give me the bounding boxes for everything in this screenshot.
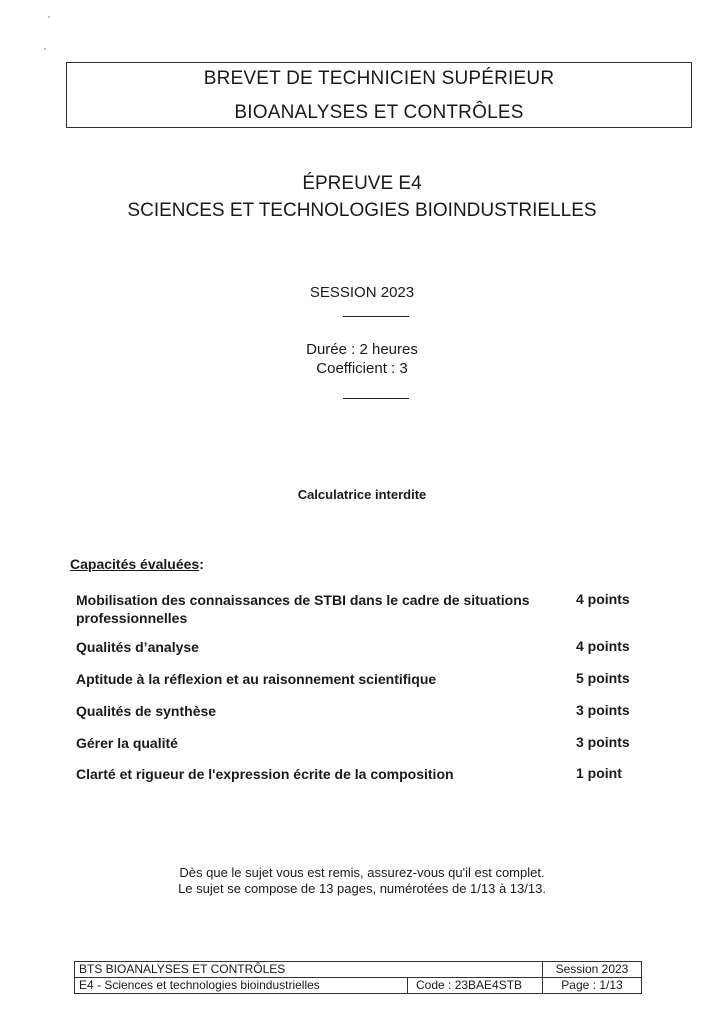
epreuve-title: SCIENCES ET TECHNOLOGIES BIOINDUSTRIELLES (127, 200, 597, 221)
scan-speck (48, 16, 50, 18)
completeness-notice: Dès que le sujet vous est remis, assurez-vous qu'il est complet. (179, 865, 545, 880)
capacite-label: Gérer la qualité (76, 735, 178, 751)
capacite-points: 3 points (576, 734, 630, 750)
scan-speck (44, 48, 46, 50)
footer-row (75, 978, 642, 994)
capacites-title (70, 556, 204, 572)
capacites-title-text: Capacités évaluées (70, 556, 200, 572)
epreuve-code: ÉPREUVE E4 (302, 173, 422, 194)
footer-page-number: Page : 1/13 (543, 978, 642, 994)
capacite-points: 5 points (576, 670, 630, 686)
header-title-bts: BREVET DE TECHNICIEN SUPÉRIEUR (203, 68, 555, 89)
capacite-points: 4 points (576, 638, 630, 654)
capacite-label: Aptitude à la réflexion et au raisonnement scientifique (76, 671, 437, 687)
capacite-points: 3 points (576, 702, 630, 718)
header-title-speciality: BIOANALYSES ET CONTRÔLES (234, 102, 524, 123)
duree-label: Durée : 2 heures (306, 341, 418, 358)
capacite-label: Clarté et rigueur de l'expression écrite de la composition (76, 766, 454, 782)
capacite-label: Qualités de synthèse (76, 703, 217, 719)
capacites-title-suffix: : (199, 556, 204, 572)
coefficient-label: Coefficient : 3 (316, 360, 408, 377)
capacite-label: Mobilisation des connaissances de STBI dans le cadre de situations professionnelles (76, 592, 530, 626)
footer-table (74, 961, 642, 994)
capacite-points: 1 point (576, 765, 622, 781)
footer-epreuve: E4 - Sciences et technologies bioindustrielles (75, 978, 408, 994)
divider-rule (343, 398, 409, 399)
footer-session: Session 2023 (543, 962, 642, 978)
capacite-points: 4 points (576, 591, 630, 607)
calculatrice-notice: Calculatrice interdite (297, 487, 427, 502)
footer-row (75, 962, 642, 978)
footer-code: Code : 23BAE4STB (408, 978, 543, 994)
session-label: SESSION 2023 (309, 284, 415, 301)
page-count-notice: Le sujet se compose de 13 pages, numérotées de 1/13 à 13/13. (178, 881, 546, 896)
footer-bts-name: BTS BIOANALYSES ET CONTRÔLES (75, 962, 543, 978)
capacite-label: Qualités d’analyse (76, 639, 199, 655)
divider-rule (343, 316, 409, 317)
